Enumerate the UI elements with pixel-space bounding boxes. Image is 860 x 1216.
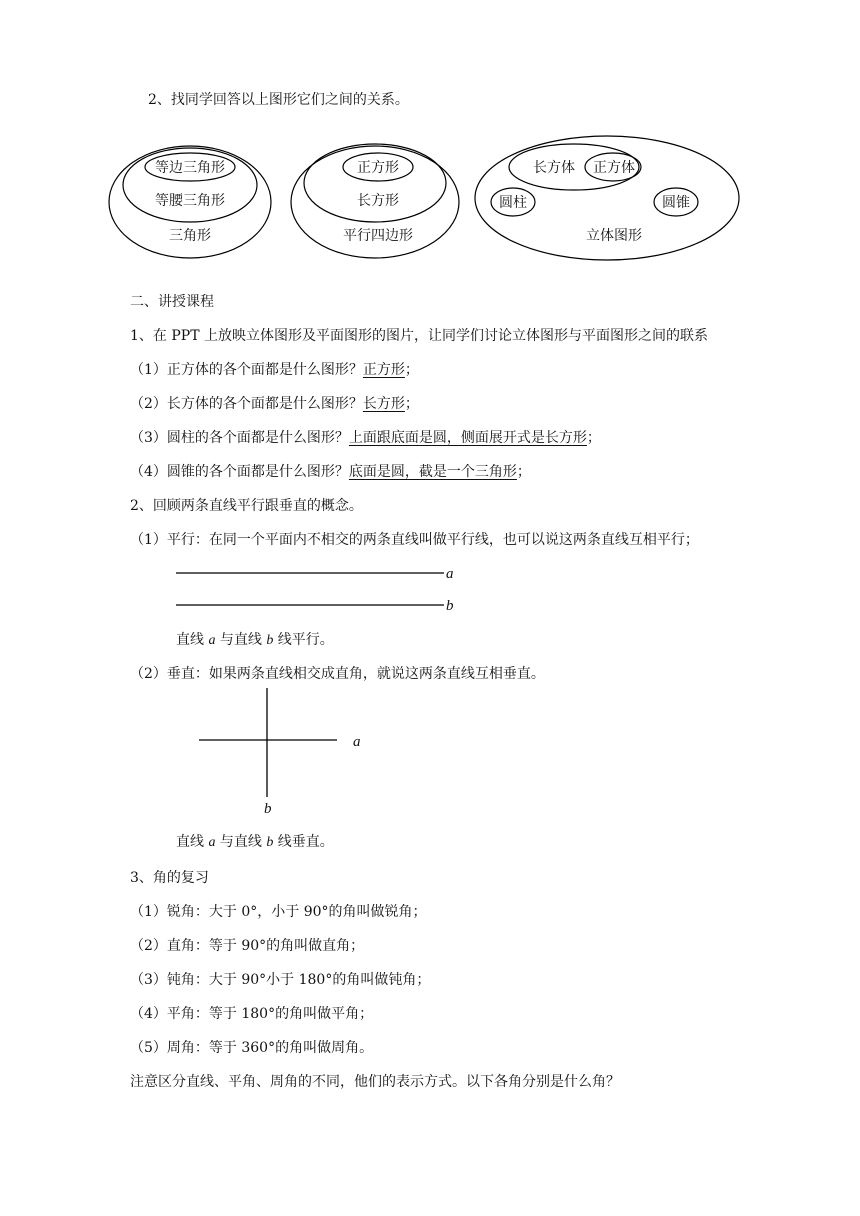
parallel-definition: （1）平行：在同一个平面内不相交的两条直线叫做平行线，也可以说这两条直线互相平行； [130, 532, 699, 548]
perp-label-a: a [353, 734, 361, 750]
question-4-end: ； [516, 464, 531, 480]
cube-label: 正方体 [593, 160, 635, 176]
question-3-text: （3）圆柱的各个面都是什么图形？ [130, 430, 349, 446]
question-1 [130, 360, 419, 380]
question-2-end: ； [404, 396, 419, 412]
parallel-caption-mid: 与直线 [215, 632, 267, 648]
triangle-venn-diagram [109, 146, 271, 258]
triangle-label: 三角形 [169, 228, 211, 244]
item3-text: 3、角的复习 [130, 870, 209, 886]
answer-3: 上面跟底面是圆，侧面展开式是长方形 [348, 430, 587, 446]
perpendicular-definition: （2）垂直：如果两条直线相交成直角，就说这两条直线互相垂直。 [130, 666, 545, 682]
perpendicular-caption [176, 832, 334, 853]
square-label: 正方形 [357, 160, 399, 176]
angle-obtuse: （3）钝角：大于 90°小于 180°的角叫做钝角； [130, 972, 431, 988]
perp-caption-pre: 直线 [176, 834, 209, 850]
cone-label: 圆锥 [662, 195, 690, 211]
question-2-text: （2）长方体的各个面都是什么图形？ [130, 396, 363, 412]
section-heading: 二、讲授课程 [130, 294, 214, 310]
angle-right: （2）直角：等于 90°的角叫做直角； [130, 938, 365, 954]
answer-2: 长方形 [362, 396, 405, 412]
item2-text: 2、回顾两条直线平行跟垂直的概念。 [130, 498, 363, 514]
parallel-lines-figure [176, 566, 454, 614]
answer-1: 正方形 [362, 362, 405, 378]
parallel-caption-b: b [266, 633, 274, 648]
perp-caption-tail: 线垂直。 [273, 834, 334, 850]
parallel-caption [176, 630, 334, 651]
solid-venn-diagram [475, 136, 739, 260]
question-2 [130, 394, 419, 414]
question-3 [130, 428, 601, 448]
angle-straight: （4）平角：等于 180°的角叫做平角； [130, 1006, 374, 1022]
parallel-label-b: b [446, 598, 454, 614]
perpendicular-lines-figure [199, 688, 361, 817]
perp-caption-a: a [208, 835, 216, 850]
question-1-end: ； [404, 362, 419, 378]
perp-caption-mid: 与直线 [215, 834, 267, 850]
intro-text: 2、找同学回答以上图形它们之间的关系。 [148, 92, 409, 108]
parallel-caption-pre: 直线 [176, 632, 209, 648]
isosceles-label: 等腰三角形 [155, 193, 225, 209]
perp-label-b: b [264, 801, 272, 817]
parallel-caption-a: a [208, 633, 216, 648]
angle-round: （5）周角：等于 360°的角叫做周角。 [130, 1040, 374, 1056]
note-text: 注意区分直线、平角、周角的不同，他们的表示方式。以下各角分别是什么角？ [130, 1074, 620, 1090]
parallel-label-a: a [446, 566, 454, 582]
question-4-text: （4）圆锥的各个面都是什么图形？ [130, 464, 349, 480]
quad-venn-diagram [291, 144, 459, 258]
perp-caption-b: b [266, 835, 274, 850]
cuboid-label: 长方体 [533, 160, 575, 176]
question-3-end: ； [586, 430, 601, 446]
parallelogram-label: 平行四边形 [343, 228, 413, 244]
equilateral-label: 等边三角形 [155, 160, 225, 176]
answer-4: 底面是圆，截是一个三角形 [348, 464, 517, 480]
question-4 [130, 462, 531, 482]
parallel-caption-tail: 线平行。 [273, 632, 334, 648]
angle-acute: （1）锐角：大于 0°，小于 90°的角叫做锐角； [130, 904, 427, 920]
solid-label: 立体图形 [586, 228, 642, 244]
cylinder-label: 圆柱 [499, 195, 527, 211]
item1-text: 1、在 PPT 上放映立体图形及平面图形的图片，让同学们讨论立体图形与平面图形之间的联系 [130, 328, 708, 344]
rectangle-ellipse [304, 144, 446, 222]
rectangle-label: 长方形 [357, 193, 399, 209]
question-1-text: （1）正方体的各个面都是什么图形？ [130, 362, 363, 378]
